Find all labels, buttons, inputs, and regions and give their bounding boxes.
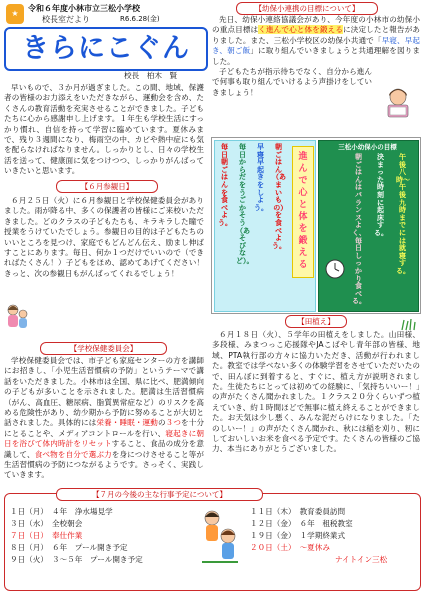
- title-box: [4, 27, 208, 71]
- schedule-event: ３〜５年 プール開き予定: [51, 555, 143, 564]
- visit-text-a: ６月２５日（火）に６月参観日と学校保健委員会がありました。雨が降る中、多くの保護者の皆様にご来校いただきました。どのクラスの子どもたちも、キラキラした瞳で授業をうけていたでしょう。参観日の目的は子どもたちのいいところを見つけ、家庭でもどんどん伝え、励まし伸ばすことにあります。毎日、: [4, 196, 204, 258]
- rice-illustration: [400, 316, 418, 330]
- kids-illustration: [198, 506, 242, 568]
- schedule-row: [250, 519, 353, 529]
- poster-left-col-3: 早寝早起きをしよう。: [254, 143, 268, 212]
- schedule-title: 【７月の今後の主な行事予定について】: [56, 488, 263, 501]
- schedule-row: [10, 519, 82, 529]
- author: 校長 柏木 賢: [124, 71, 178, 80]
- health-red-4: 食べ物を自分で選ぶ力: [34, 449, 112, 459]
- issue-date: R6.6.28(金): [120, 15, 160, 23]
- schedule-event: ナイトイン三松: [335, 555, 388, 564]
- poster-center-text: 進んで心と体を鍛える: [298, 152, 308, 270]
- health-text-d: すること、食品の成分を意識して、: [4, 439, 204, 459]
- schedule-date: ９日（火）: [10, 555, 48, 564]
- visit-block: [4, 196, 204, 279]
- schedule-date: １９日（金）: [250, 531, 296, 540]
- schedule-date: １２日（金）: [250, 519, 296, 528]
- schedule-event: 奉仕作業: [51, 531, 83, 540]
- schedule-row: [10, 507, 113, 517]
- poster-right-col-2: 決まった時刻に起床する。: [374, 153, 388, 237]
- goals-poster: [211, 137, 421, 314]
- schedule-date: ７日（日）: [10, 531, 48, 540]
- schedule-row: [10, 555, 143, 565]
- health-red-1: 栄養・睡眠・運動: [96, 418, 158, 428]
- page-title: きらにこぐん: [22, 33, 190, 64]
- schedule-date: １１日（木）: [250, 507, 296, 516]
- health-text-a: 学校保健委員会では、市子ども家庭センターの方を講師にお招きし、「小児生活習慣病の予防」というテーマで講話をいただきました。小林市は全国、県に比べ、肥満傾向の子どもが多いことを示されました。肥満は生活習慣病（がん、高血圧、糖尿病、脂質異常症など）のリスクを高める危険性があり、幼少期から予防に努めることが大切と話されました。具体的には: [4, 356, 204, 428]
- health-section-title: 【学校保健委員会】: [40, 342, 167, 355]
- poster-center-banner: [292, 146, 314, 278]
- poster-right-col-1: 午後八時〜午後九時までには就寝する。: [396, 153, 410, 275]
- schedule-event: 〜夏休み: [299, 543, 330, 552]
- schedule-event: １学期終業式: [299, 531, 346, 540]
- newsletter-type: 校長室だより: [42, 15, 90, 24]
- health-red-2: ３つ: [165, 418, 182, 428]
- header-badge: ★: [6, 4, 24, 24]
- schedule-event: ６年 租税教室: [299, 519, 353, 528]
- health-text-c: を十分にとることや、メディアコントロールを行い、: [4, 418, 205, 438]
- schedule-date: ２０日（土）: [250, 543, 296, 552]
- nursery-goal: く進んで心と体を鍛える: [258, 25, 344, 35]
- schedule-date: １日（月）: [10, 507, 48, 516]
- nursery-section-title: 【幼保小連携の目標について】: [236, 2, 378, 15]
- nursery-text-a: 先日、幼保小連絡協議会があり、今年度の小林市の幼保小の重点目標は: [212, 15, 420, 35]
- poster-right-col-3: 朝ごはんはバランスよく、毎日しっかり食べる。: [352, 153, 366, 306]
- clock-icon: [324, 258, 346, 280]
- reading-illustration: [378, 84, 418, 122]
- visit-text-b: 何か１つだけでいいので（できればたくさん！）子どもをほめ、認めてあげてください！きっと、次の参観日もがんばってくれるでしょう！: [4, 248, 205, 278]
- schedule-date: ３日（水）: [10, 519, 48, 528]
- intro-block: [4, 83, 204, 177]
- schedule-event: ４年 浄水場見学: [51, 507, 113, 516]
- schedule-row: [250, 507, 345, 517]
- field-text: ６月１８日（火）、５学年の田植えをしました。山田様、多段様、みまつっこ応援隊やJAこばやし青年部の皆様、地域、PTA執行部の方々に協力いただき、活動が行われました。教室では学べない多くの体験学習をさせていただいたので、田んぼに到着すると、すぐに、植え方が説明されました。生徒たちにとっては初めての経験に、「気持ちいいー！」の声がたくさん聞かれました。１クラス２０分くらいずつ植えていき、約１時間ほどで無事に植え終えることができました。お天気は少し悪く、みんな泥だらけになりました。「たのしいー！」の声がたくさん聞かれ、秋には稲を刈り、籾にしておいしいお米を食べる予定です。たくさんの皆様のご協力、本当にありがとうございました。: [212, 330, 420, 454]
- schedule-date: ８日（月）: [10, 543, 48, 552]
- poster-left-col-4: 朝ごはん（あまいもの）を食べよう。: [272, 143, 286, 250]
- health-red-3: 寝起きに朝日を浴びて体内時計をリセット: [4, 428, 204, 449]
- nursery-text-b: に決定したと報告がありました。また、三松小学校区の幼保小共通で「: [212, 25, 421, 45]
- poster-left-col-2: 毎日からだをうごかそう（あそびなど）。: [236, 143, 254, 265]
- health-text-e: を身につけさせること等が生活習慣病の予防につながるようです。さっそく、実践していきます。: [4, 449, 204, 480]
- poster-left-col-1: 毎日朝ごはんを食べよう。: [218, 143, 232, 227]
- health-text-b: の: [157, 418, 166, 428]
- field-block: [212, 330, 420, 455]
- schedule-event: ６年 プール開き予定: [51, 543, 128, 552]
- visit-section-title: 【６月参観日】: [56, 180, 158, 193]
- schedule-event: 教育委員訪問: [299, 507, 346, 516]
- nursery-slogan: 早寝、早起き、朝ご飯: [212, 35, 421, 56]
- field-section-title: 【田植え】: [285, 315, 347, 328]
- schedule-row: [335, 555, 387, 565]
- health-block: [4, 356, 204, 481]
- schedule-row: [250, 531, 345, 541]
- parents-illustration: [4, 302, 30, 332]
- schedule-event: 全校朝会: [51, 519, 83, 528]
- poster-title: 三松小幼保小の目標: [338, 143, 397, 151]
- school-name: 令和６年度小林市立三松小学校: [28, 4, 140, 13]
- schedule-row: [250, 543, 330, 553]
- schedule-row: [10, 543, 128, 553]
- nursery-text-d: 子どもたちが指示待ちでなく、自分から進んで何事も取り組んでいけるよう声掛けをしていきましょう！: [212, 67, 372, 97]
- intro-text: 早いもので、３か月が過ぎました。この間、地域、保護者の皆様のお力添えをいただきながら、運動会を含め、たくさんの教育活動を充実させることができました。子どもたちに心から感謝申し上げます。１年生も学校生活にすっかり慣れ、自信を持って学習に臨めています。夏休みまで、残り３週間になり、梅雨空の中、カビや熱中症にも気を配らなければなりません。しっかりとし、日々の学校生活を送って、健康面に気をつけつつ、しっかりがんばっていきたいと思います。: [4, 83, 204, 176]
- nursery-text-c: 」に取り組んでいきましょうと共通理解を図りました。: [212, 46, 420, 66]
- schedule-row: [10, 531, 82, 541]
